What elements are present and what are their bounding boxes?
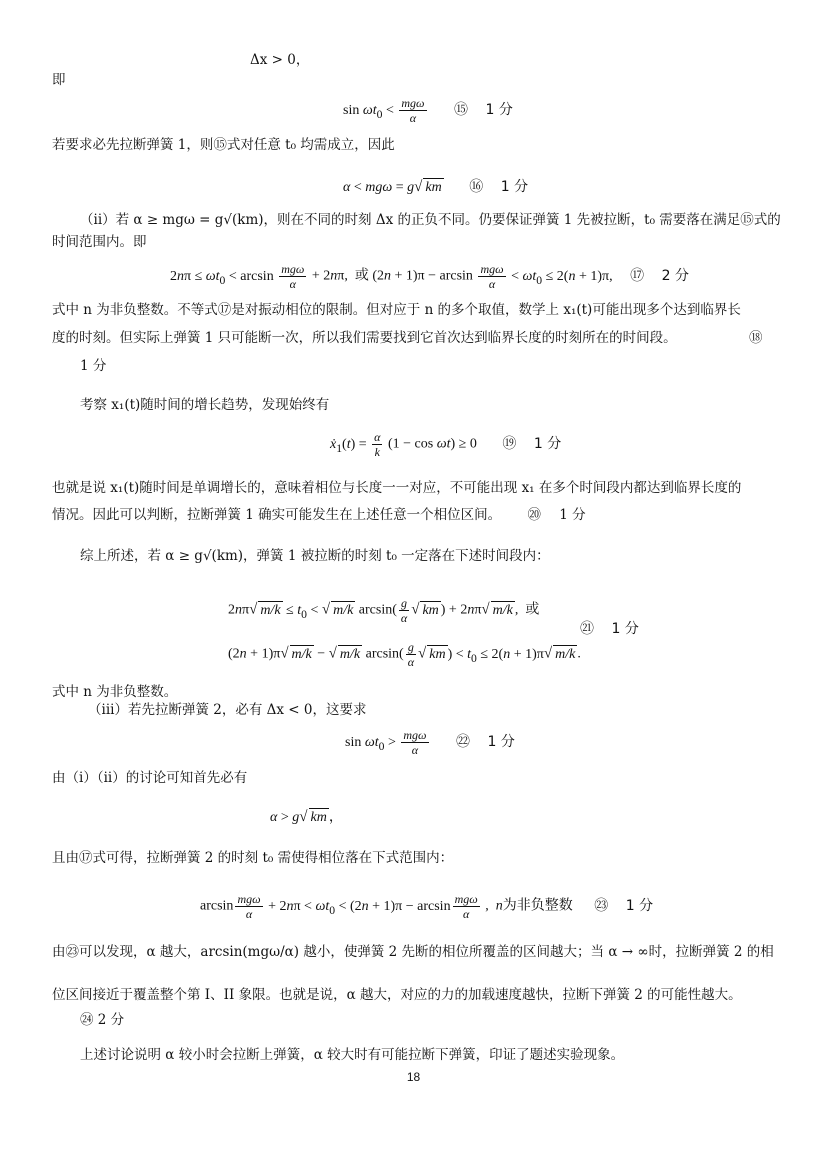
score-label: 1 分 bbox=[611, 621, 639, 637]
equation-17: $2n\pi \le \omega t_0 < \arcsin$ $\frac{\text{mgω}}{\alpha}$ + 2nπ, 或 (2n + 1)π − arcsin $\frac{\text{mgω}}{\alpha}$ < $\omega t_0 \le 2(n + 1)\pi$, ⑰ 2 分 bbox=[170, 262, 689, 291]
equation-21-line2: (2n + 1)π√ m/k − √ m/k arcsin( $\frac{g}{\alpha}$ √ km ) < $t_0 \le 2(n + 1)\pi√$ m/k . bbox=[228, 640, 581, 669]
text-line: 由㉓可以发现，α 越大，arcsin(mgω/α) 越小，使弹簧 2 先断的相位所覆盖的区间越大；当 α → ∞时，拉断弹簧 2 的相 bbox=[52, 944, 774, 960]
text-line: 由（i）（ii）的讨论可知首先必有 bbox=[52, 770, 248, 786]
equation-16: α < mgω = g√ km ⑯ 1 分 bbox=[343, 179, 529, 195]
equation-number: ⑲ bbox=[502, 435, 517, 452]
equation-alpha-condition: α > g√ km ， bbox=[270, 809, 343, 825]
text-line: （iii）若先拉断弹簧 2，必有 Δx < 0，这要求 bbox=[88, 702, 367, 718]
text-line: 上述讨论说明 α 较小时会拉断上弹簧，α 较大时有可能拉断下弹簧，印证了题述实验现象。 bbox=[80, 1047, 625, 1063]
text-line: 度的时刻。但实际上弹簧 1 只可能断一次，所以我们需要找到它首次达到临界长度的时刻所在的时间段。 ⑱ bbox=[52, 330, 763, 346]
equation-number: ㉑ bbox=[580, 621, 594, 637]
score-label: 1 分 bbox=[625, 897, 654, 914]
text-line: 考察 x₁(t)随时间的增长趋势，发现始终有 bbox=[80, 397, 330, 413]
equation-number: ⑳ bbox=[527, 507, 541, 523]
score-label: 1 分 bbox=[485, 101, 513, 118]
score-label: 2 分 bbox=[661, 267, 689, 284]
equation-19: ẋ$_1$(t) = $\frac{\alpha}{k}$ (1 − cos ωt) ≥ 0 ⑲ 1 分 bbox=[330, 430, 562, 459]
equation-23: arcsin $\frac{\text{mgω}}{\alpha}$ + $2n\pi < \omega t_0 < (2n + 1)\pi - \arcsin$ $\frac{\text{mgω}}{\alpha}$ , n为非负整数 ㉓ 1 分 bbox=[200, 892, 654, 921]
equation-15: $\sin \omega t_0$ < $\frac{\text{mgω}}{\alpha}$ ⑮ 1 分 bbox=[343, 96, 513, 125]
text-line: 时间范围内。即 bbox=[52, 234, 147, 250]
equation-number: ㉒ bbox=[456, 733, 470, 750]
equation-number: ⑰ bbox=[630, 267, 645, 284]
text-line: 即 bbox=[52, 72, 66, 88]
text-line: 式中 n 为非负整数。不等式⑰是对振动相位的限制。但对应于 n 的多个取值，数学上 x₁(t)可能出现多个达到临界长 bbox=[52, 302, 741, 318]
text-line: 若要求必先拉断弹簧 1，则⑮式对任意 t₀ 均需成立，因此 bbox=[52, 137, 395, 153]
equation-22: $\sin \omega t_0$ > $\frac{\text{mgω}}{\alpha}$ ㉒ 1 分 bbox=[345, 728, 515, 757]
text-line: 综上所述，若 α ≥ g√(km)，弹簧 1 被拉断的时刻 t₀ 一定落在下述时间段内： bbox=[80, 548, 550, 564]
text-line: Δx > 0， bbox=[250, 52, 310, 68]
text-line: 且由⑰式可得，拉断弹簧 2 的时刻 t₀ 需使得相位落在下式范围内： bbox=[52, 850, 454, 866]
text-line: 情况。因此可以判断，拉断弹簧 1 确实可能发生在上述任意一个相位区间。 ⑳ 1 分 bbox=[52, 507, 586, 523]
equation-number: ⑯ bbox=[469, 179, 484, 195]
score-label: 1 分 bbox=[559, 507, 586, 523]
text-line: 位区间接近于覆盖整个第 I、II 象限。也就是说，α 越大，对应的力的加载速度越快，拉断下弹簧 2 的可能性越大。 bbox=[52, 987, 742, 1003]
page-number: 18 bbox=[406, 1070, 421, 1084]
score-label: 1 分 bbox=[500, 179, 529, 195]
equation-21-label bbox=[580, 620, 639, 639]
text-line: 也就是说 x₁(t)随时间是单调增长的，意味着相位与长度一一对应，不可能出现 x₁ 在多个时间段内都达到临界长度的 bbox=[52, 480, 742, 496]
equation-number: ㉓ bbox=[594, 897, 609, 914]
text-line: 1 分 bbox=[80, 358, 107, 374]
score-label: 1 分 bbox=[533, 435, 562, 452]
text-line: 式中 n 为非负整数。 bbox=[52, 684, 178, 700]
equation-21-line1: 2nπ√ $m/k \le t_0$ < √ m/k arcsin( $\frac{g}{\alpha}$ √ km ) + 2nπ√ m/k , 或 bbox=[228, 596, 540, 625]
equation-number: ⑮ bbox=[454, 101, 468, 118]
score-label: 1 分 bbox=[487, 733, 515, 750]
equation-number: ⑱ bbox=[749, 330, 763, 346]
text-line: ㉔ 2 分 bbox=[80, 1012, 125, 1028]
text-line: （ii）若 α ≥ mgω = g√(km)，则在不同的时刻 Δx 的正负不同。仍要保证弹簧 1 先被拉断，t₀ 需要落在满足⑮式的 bbox=[80, 212, 781, 228]
